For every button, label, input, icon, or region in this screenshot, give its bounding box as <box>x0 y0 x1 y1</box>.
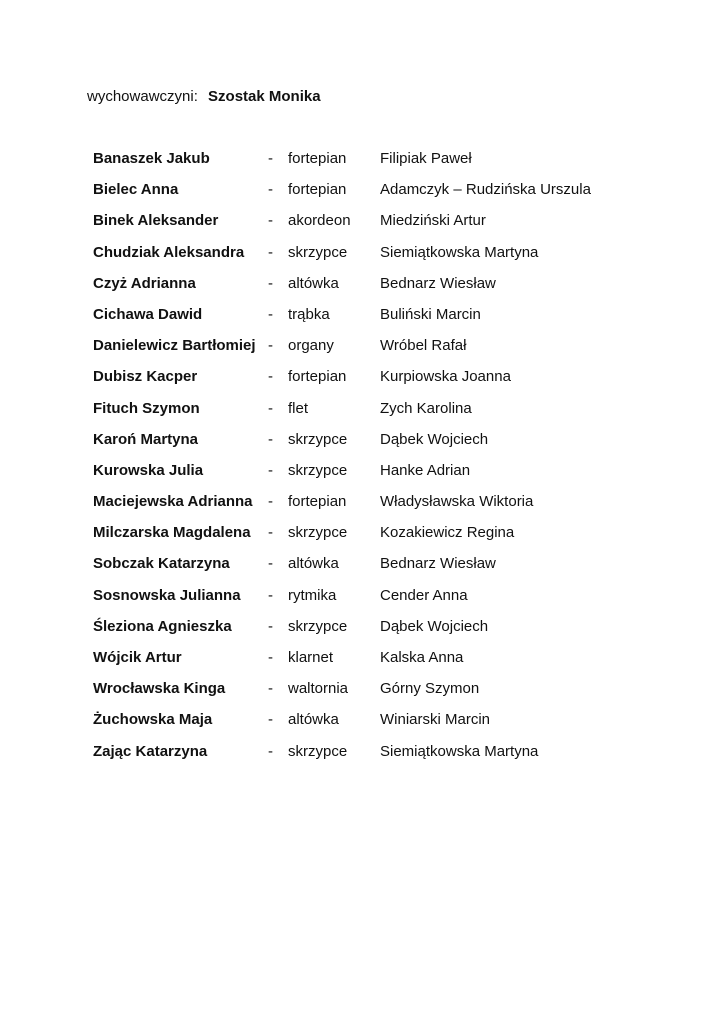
instrument: rytmika <box>288 586 337 604</box>
instrument-teacher: Hanke Adrian <box>380 461 471 479</box>
student-list <box>93 148 713 772</box>
instrument-teacher: Siemiątkowska Martyna <box>380 742 539 760</box>
student-name: Kurowska Julia <box>93 461 204 479</box>
separator-dash: - <box>268 493 273 511</box>
instrument: waltornia <box>288 680 349 698</box>
separator-dash: - <box>268 461 273 479</box>
instrument: altówka <box>288 711 339 729</box>
instrument: flet <box>288 399 309 417</box>
separator-dash: - <box>268 555 273 573</box>
student-name: Cichawa Dawid <box>93 305 203 323</box>
separator-dash: - <box>268 274 273 292</box>
class-teacher-name: Szostak Monika <box>208 88 321 105</box>
student-name: Bielec Anna <box>93 181 179 199</box>
instrument-teacher: Winiarski Marcin <box>380 711 491 729</box>
instrument-teacher: Górny Szymon <box>380 680 480 698</box>
separator-dash: - <box>268 649 273 666</box>
instrument: trąbka <box>288 305 330 323</box>
class-teacher-label: wychowawczyni: <box>87 88 198 105</box>
instrument-teacher: Bednarz Wiesław <box>380 274 496 292</box>
separator-dash: - <box>268 742 273 760</box>
instrument-teacher: Kurpiowska Joanna <box>380 368 511 386</box>
student-row <box>93 304 713 335</box>
student-row <box>93 709 713 740</box>
separator-dash: - <box>268 243 273 261</box>
separator-dash: - <box>268 150 273 167</box>
separator-dash: - <box>268 430 273 448</box>
student-name: Fituch Szymon <box>93 399 200 417</box>
student-row <box>93 242 713 273</box>
instrument-teacher: Cender Anna <box>380 586 468 604</box>
student-row <box>93 522 713 553</box>
student-name: Chudziak Aleksandra <box>93 243 245 261</box>
student-row <box>93 741 713 772</box>
separator-dash: - <box>268 617 273 635</box>
student-name: Żuchowska Maja <box>93 711 213 729</box>
separator-dash: - <box>268 368 273 386</box>
instrument-teacher: Kozakiewicz Regina <box>380 524 515 542</box>
student-name: Czyż Adrianna <box>93 274 196 292</box>
instrument: fortepian <box>288 368 347 386</box>
student-name: Wrocławska Kinga <box>93 680 226 698</box>
student-row <box>93 398 713 429</box>
instrument-teacher: Zych Karolina <box>380 399 472 417</box>
student-name: Sosnowska Julianna <box>93 586 241 604</box>
student-row <box>93 491 713 522</box>
class-teacher-line <box>87 87 321 107</box>
student-row <box>93 553 713 584</box>
instrument: skrzypce <box>288 461 348 479</box>
separator-dash: - <box>268 337 273 355</box>
separator-dash: - <box>268 680 273 698</box>
student-row <box>93 148 713 179</box>
instrument: fortepian <box>288 181 347 199</box>
instrument-teacher: Adamczyk – Rudzińska Urszula <box>380 181 591 199</box>
instrument-teacher: Dąbek Wojciech <box>380 617 489 635</box>
instrument-teacher: Filipiak Paweł <box>380 150 472 167</box>
separator-dash: - <box>268 524 273 542</box>
student-name: Karoń Martyna <box>93 430 199 448</box>
student-name: Wójcik Artur <box>93 649 182 666</box>
instrument: organy <box>288 337 334 355</box>
separator-dash: - <box>268 586 273 604</box>
instrument: skrzypce <box>288 243 348 261</box>
instrument-teacher: Wróbel Rafał <box>380 337 467 355</box>
instrument: klarnet <box>288 649 334 666</box>
instrument-teacher: Dąbek Wojciech <box>380 430 489 448</box>
instrument: skrzypce <box>288 524 348 542</box>
instrument-teacher: Władysławska Wiktoria <box>380 493 534 511</box>
student-name: Dubisz Kacper <box>93 368 198 386</box>
student-row <box>93 678 713 709</box>
instrument-teacher: Miedziński Artur <box>380 212 486 230</box>
student-row <box>93 179 713 210</box>
separator-dash: - <box>268 212 273 230</box>
instrument-teacher: Buliński Marcin <box>380 305 481 323</box>
instrument-teacher: Bednarz Wiesław <box>380 555 496 573</box>
student-name: Sobczak Katarzyna <box>93 555 230 573</box>
instrument: altówka <box>288 555 339 573</box>
instrument: skrzypce <box>288 430 348 448</box>
separator-dash: - <box>268 399 273 417</box>
student-row <box>93 429 713 460</box>
instrument: fortepian <box>288 493 347 511</box>
student-name: Śleziona Agnieszka <box>93 617 232 635</box>
instrument: fortepian <box>288 150 347 167</box>
student-name: Banaszek Jakub <box>93 150 210 167</box>
instrument-teacher: Kalska Anna <box>380 649 464 666</box>
separator-dash: - <box>268 711 273 729</box>
student-name: Zając Katarzyna <box>93 742 208 760</box>
instrument: skrzypce <box>288 617 348 635</box>
separator-dash: - <box>268 305 273 323</box>
student-name: Danielewicz Bartłomiej <box>93 337 256 355</box>
student-row <box>93 585 713 616</box>
instrument: akordeon <box>288 212 351 230</box>
student-name: Milczarska Magdalena <box>93 524 251 542</box>
student-row <box>93 273 713 304</box>
student-row <box>93 335 713 366</box>
student-row <box>93 647 713 678</box>
student-name: Maciejewska Adrianna <box>93 493 253 511</box>
student-row <box>93 366 713 397</box>
instrument: altówka <box>288 274 339 292</box>
student-name: Binek Aleksander <box>93 212 219 230</box>
instrument: skrzypce <box>288 742 348 760</box>
instrument-teacher: Siemiątkowska Martyna <box>380 243 539 261</box>
student-row <box>93 460 713 491</box>
student-row <box>93 616 713 647</box>
separator-dash: - <box>268 181 273 199</box>
student-row <box>93 210 713 241</box>
